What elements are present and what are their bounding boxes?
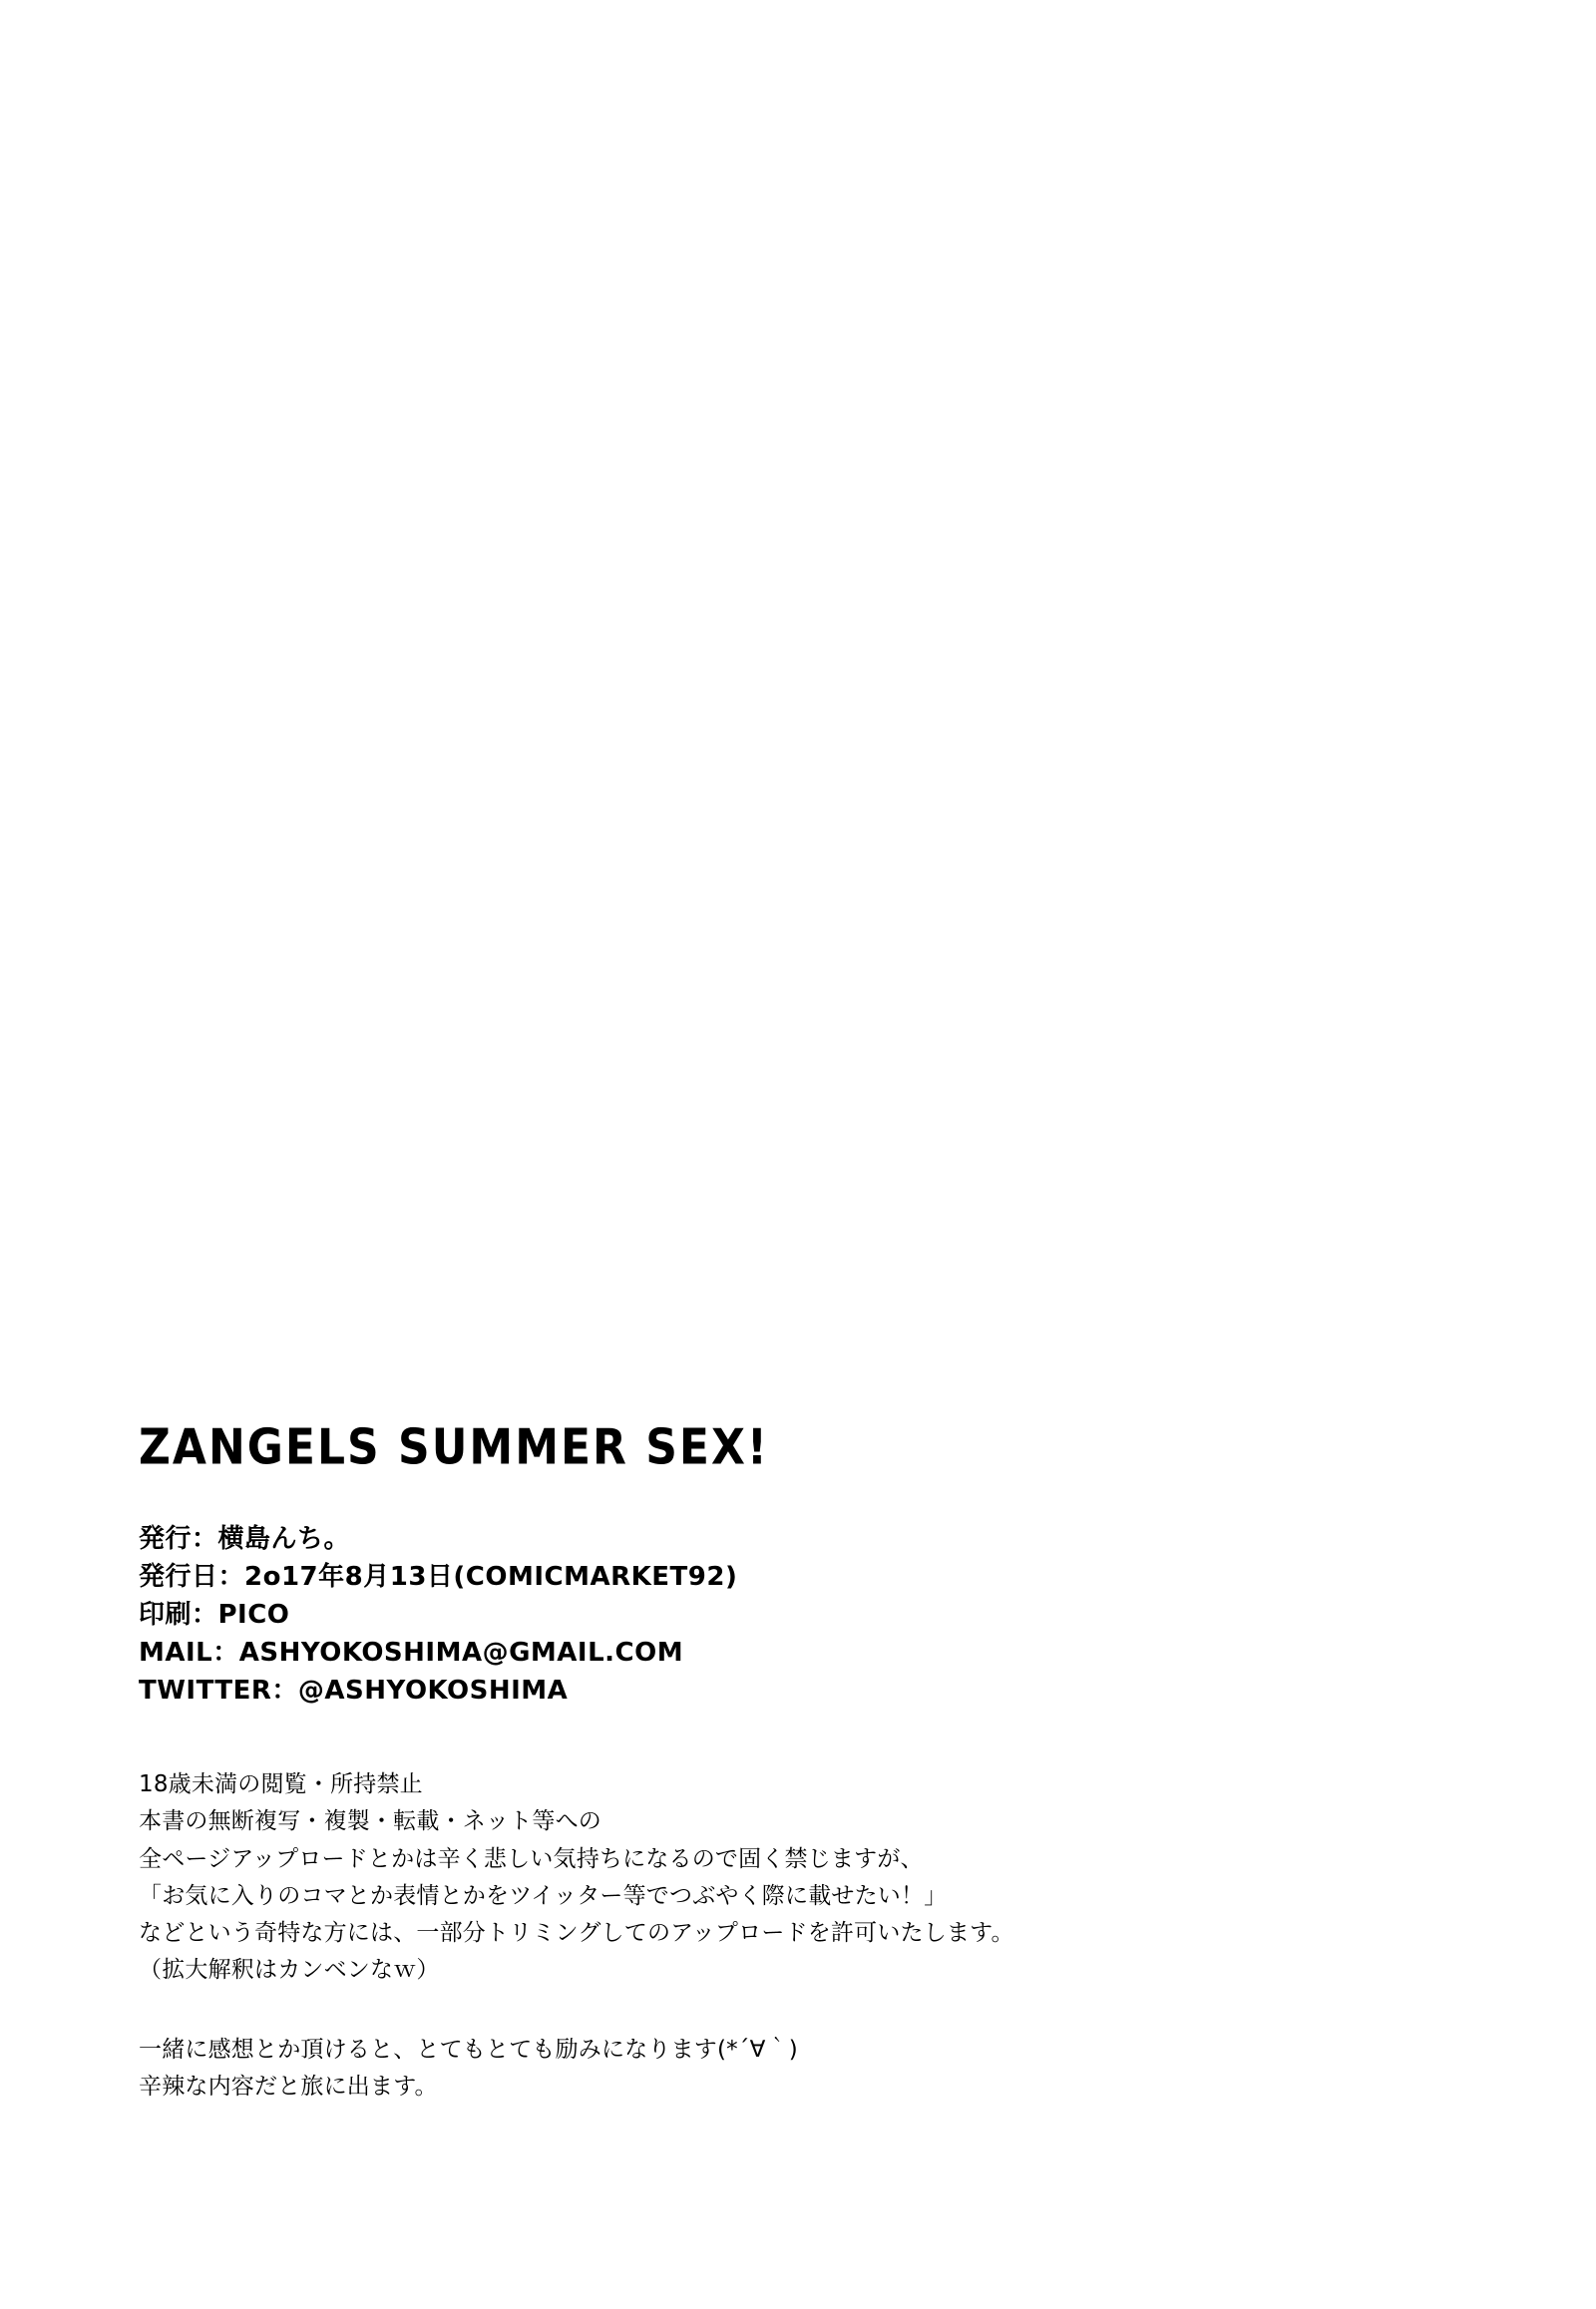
notice-line-partial-allow: などという奇特な方には、一部分トリミングしてのアップロードを許可いたします。 [139, 1920, 1014, 1947]
feedback-line-welcome: 一緒に感想とか頂けると、とてもとても励みになります(*´∀｀) [139, 2036, 798, 2063]
notice-line-upload-ban: 全ページアップロードとかは辛く悲しい気持ちになるので固く禁じますが、 [139, 1845, 924, 1872]
credit-printer: 印刷：PICO [139, 1600, 290, 1631]
credit-twitter: TWITTER：@ASHYOKOSHIMA [139, 1676, 569, 1707]
doujin-title: ZANGELS SUMMER SEX! [139, 1418, 769, 1476]
notice-line-age-restriction: 18歳未満の閲覧・所持禁止 [139, 1771, 423, 1798]
usage-notice [139, 1766, 1475, 1990]
notice-line-reproduction: 本書の無断複写・複製・転載・ネット等への [139, 1808, 601, 1835]
credit-publisher: 発行：横島んち。 [139, 1524, 351, 1555]
feedback-line-harsh: 辛辣な内容だと旅に出ます。 [139, 2073, 438, 2100]
colophon-block [139, 1418, 1475, 2106]
notice-line-quote-example: 「お気に入りのコマとか表情とかをツイッター等でつぶやく際に載せたい！」 [139, 1882, 948, 1909]
feedback-notice [139, 2032, 1475, 2107]
credit-publish-date: 発行日：2o17年8月13日(COMICMARKET92) [139, 1562, 738, 1593]
credit-mail: MAIL：ASHYOKOSHIMA@GMAIL.COM [139, 1638, 684, 1669]
notice-line-no-overinterpretation: （拡大解釈はカンベンなｗ） [139, 1957, 440, 1984]
credits-list [139, 1521, 1475, 1711]
